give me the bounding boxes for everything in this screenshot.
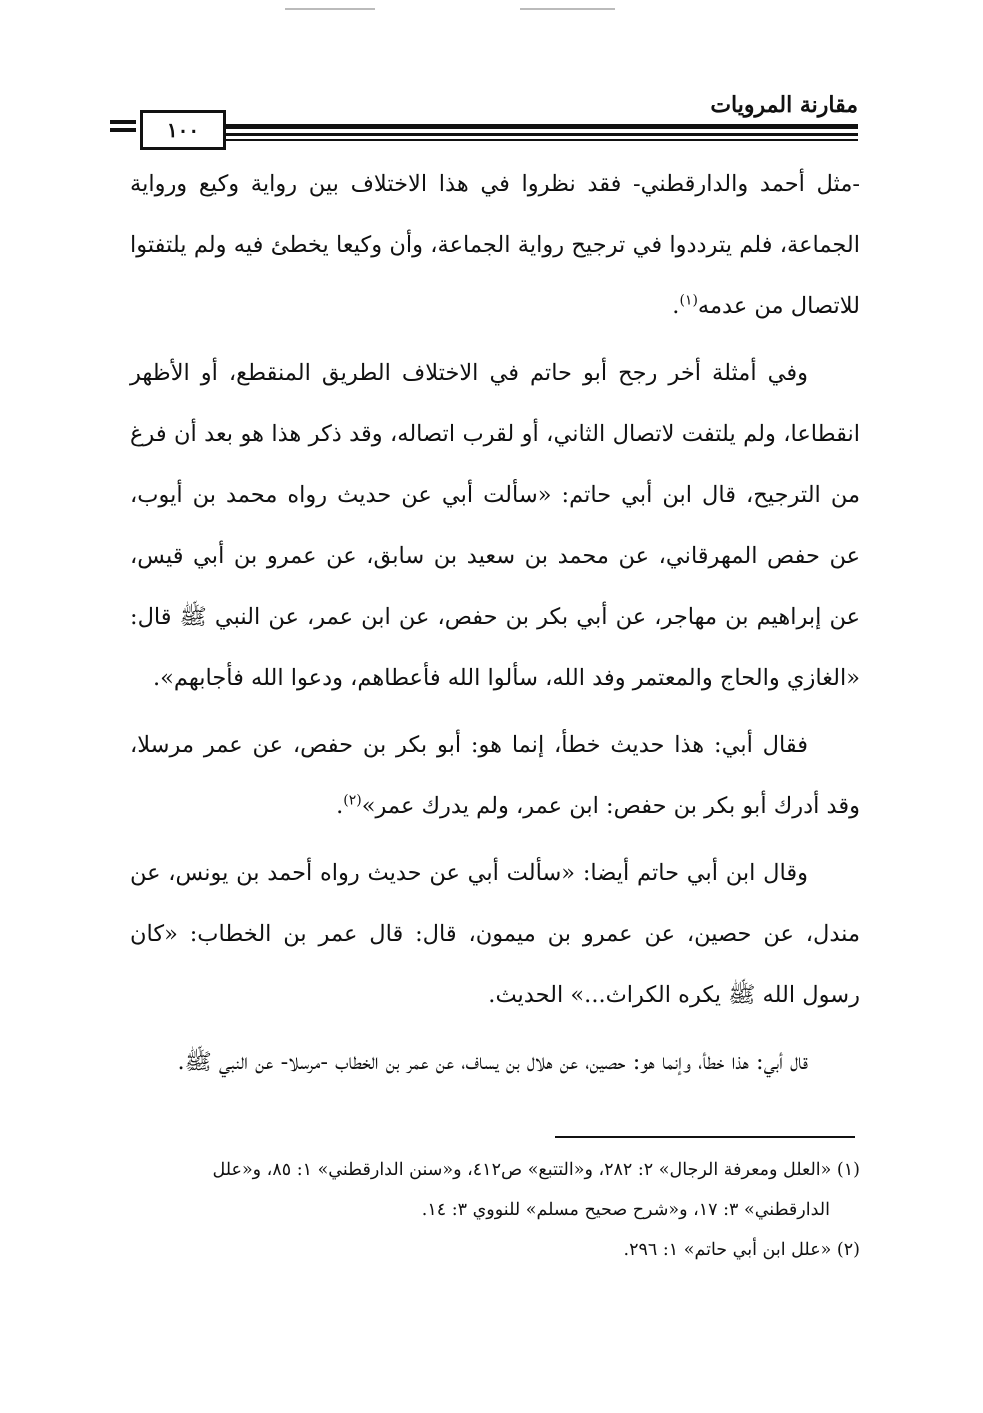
footnote-1-line-1: (١) «العلل ومعرفة الرجال» ٢: ٢٨٢، و«التتبع» ص٤١٢، و«سنن الدارقطني» ١: ٨٥، و«علل [212,1160,860,1180]
footnote-ref-2: (٢) [343,792,362,809]
header-rule-thick [218,124,858,129]
page-header [128,84,858,154]
paragraph-3 [130,715,860,837]
footnotes [130,1150,860,1270]
paragraph-3-end: . [336,793,344,819]
paragraph-3-text: فقال أبي: هذا حديث خطأ، إنما هو: أبو بكر بن حفص، عن عمر مرسلا، وقد أدرك أبو بكر بن حفص: ابن عمر، ولم يدرك عمر» [130,732,860,819]
paragraph-1 [130,154,860,337]
paragraph-1-end: . [672,293,680,319]
footnote-ref-1: (١) [679,292,698,309]
running-title: مقارنة المرويات [710,92,858,118]
footnote-2: (٢) «علل ابن أبي حاتم» ١: ٢٩٦. [623,1240,860,1260]
header-rule-middle [218,133,858,136]
header-left-bar-2 [110,128,136,132]
footnote-separator [555,1136,855,1138]
paragraph-2: وفي أمثلة أخر رجح أبو حاتم في الاختلاف الطريق المنقطع، أو الأظهر انقطاعا، ولم يلتفت لاتصال الثاني، أو لقرب اتصاله، وقد ذكر هذا هو بعد أن فرغ من الترجيح، قال ابن أبي حاتم: «سألت أبي عن حديث رواه محمد بن أيوب، عن حفص المهرقاني، عن محمد بن سعيد بن سابق، عن عمرو بن أبي قيس، عن إبراهيم بن مهاجر، عن أبي بكر بن حفص، عن ابن عمر، عن النبي ﷺ قال: «الغازي والحاج والمعتمر وفد الله، سألوا الله فأعطاهم، ودعوا الله فأجابهم». [130,360,860,691]
main-text [130,154,860,1093]
header-left-bar-1 [110,120,136,124]
scan-mark-left [285,8,375,10]
footnote-1-line-2: الدارقطني» ٣: ١٧، و«شرح صحيح مسلم» للنووي ٣: ١٤. [421,1200,830,1220]
paragraph-5: قال أبي: هذا خطأ، وإنما هو: حصين، عن هلال بن يساف، عن عمر بن الخطاب -مرسلا- عن النبي ﷺ. [177,1049,808,1075]
scan-mark-right [520,8,615,10]
paragraph-1-text: -مثل أحمد والدارقطني- فقد نظروا في هذا الاختلاف بين رواية وكيع ورواية الجماعة، فلم يترددوا في ترجيح رواية الجماعة، وأن وكيعا يخطئ فيه ولم يلتفتوا للاتصال من عدمه [130,171,860,319]
header-rule-thin [218,139,858,141]
paragraph-4: وقال ابن أبي حاتم أيضا: «سألت أبي عن حديث رواه أحمد بن يونس، عن مندل، عن حصين، عن عمرو بن ميمون، قال: قال عمر بن الخطاب: «كان رسول الله ﷺ يكره الكراث...» الحديث. [130,860,860,1008]
page-number: ١٠٠ [140,110,226,150]
